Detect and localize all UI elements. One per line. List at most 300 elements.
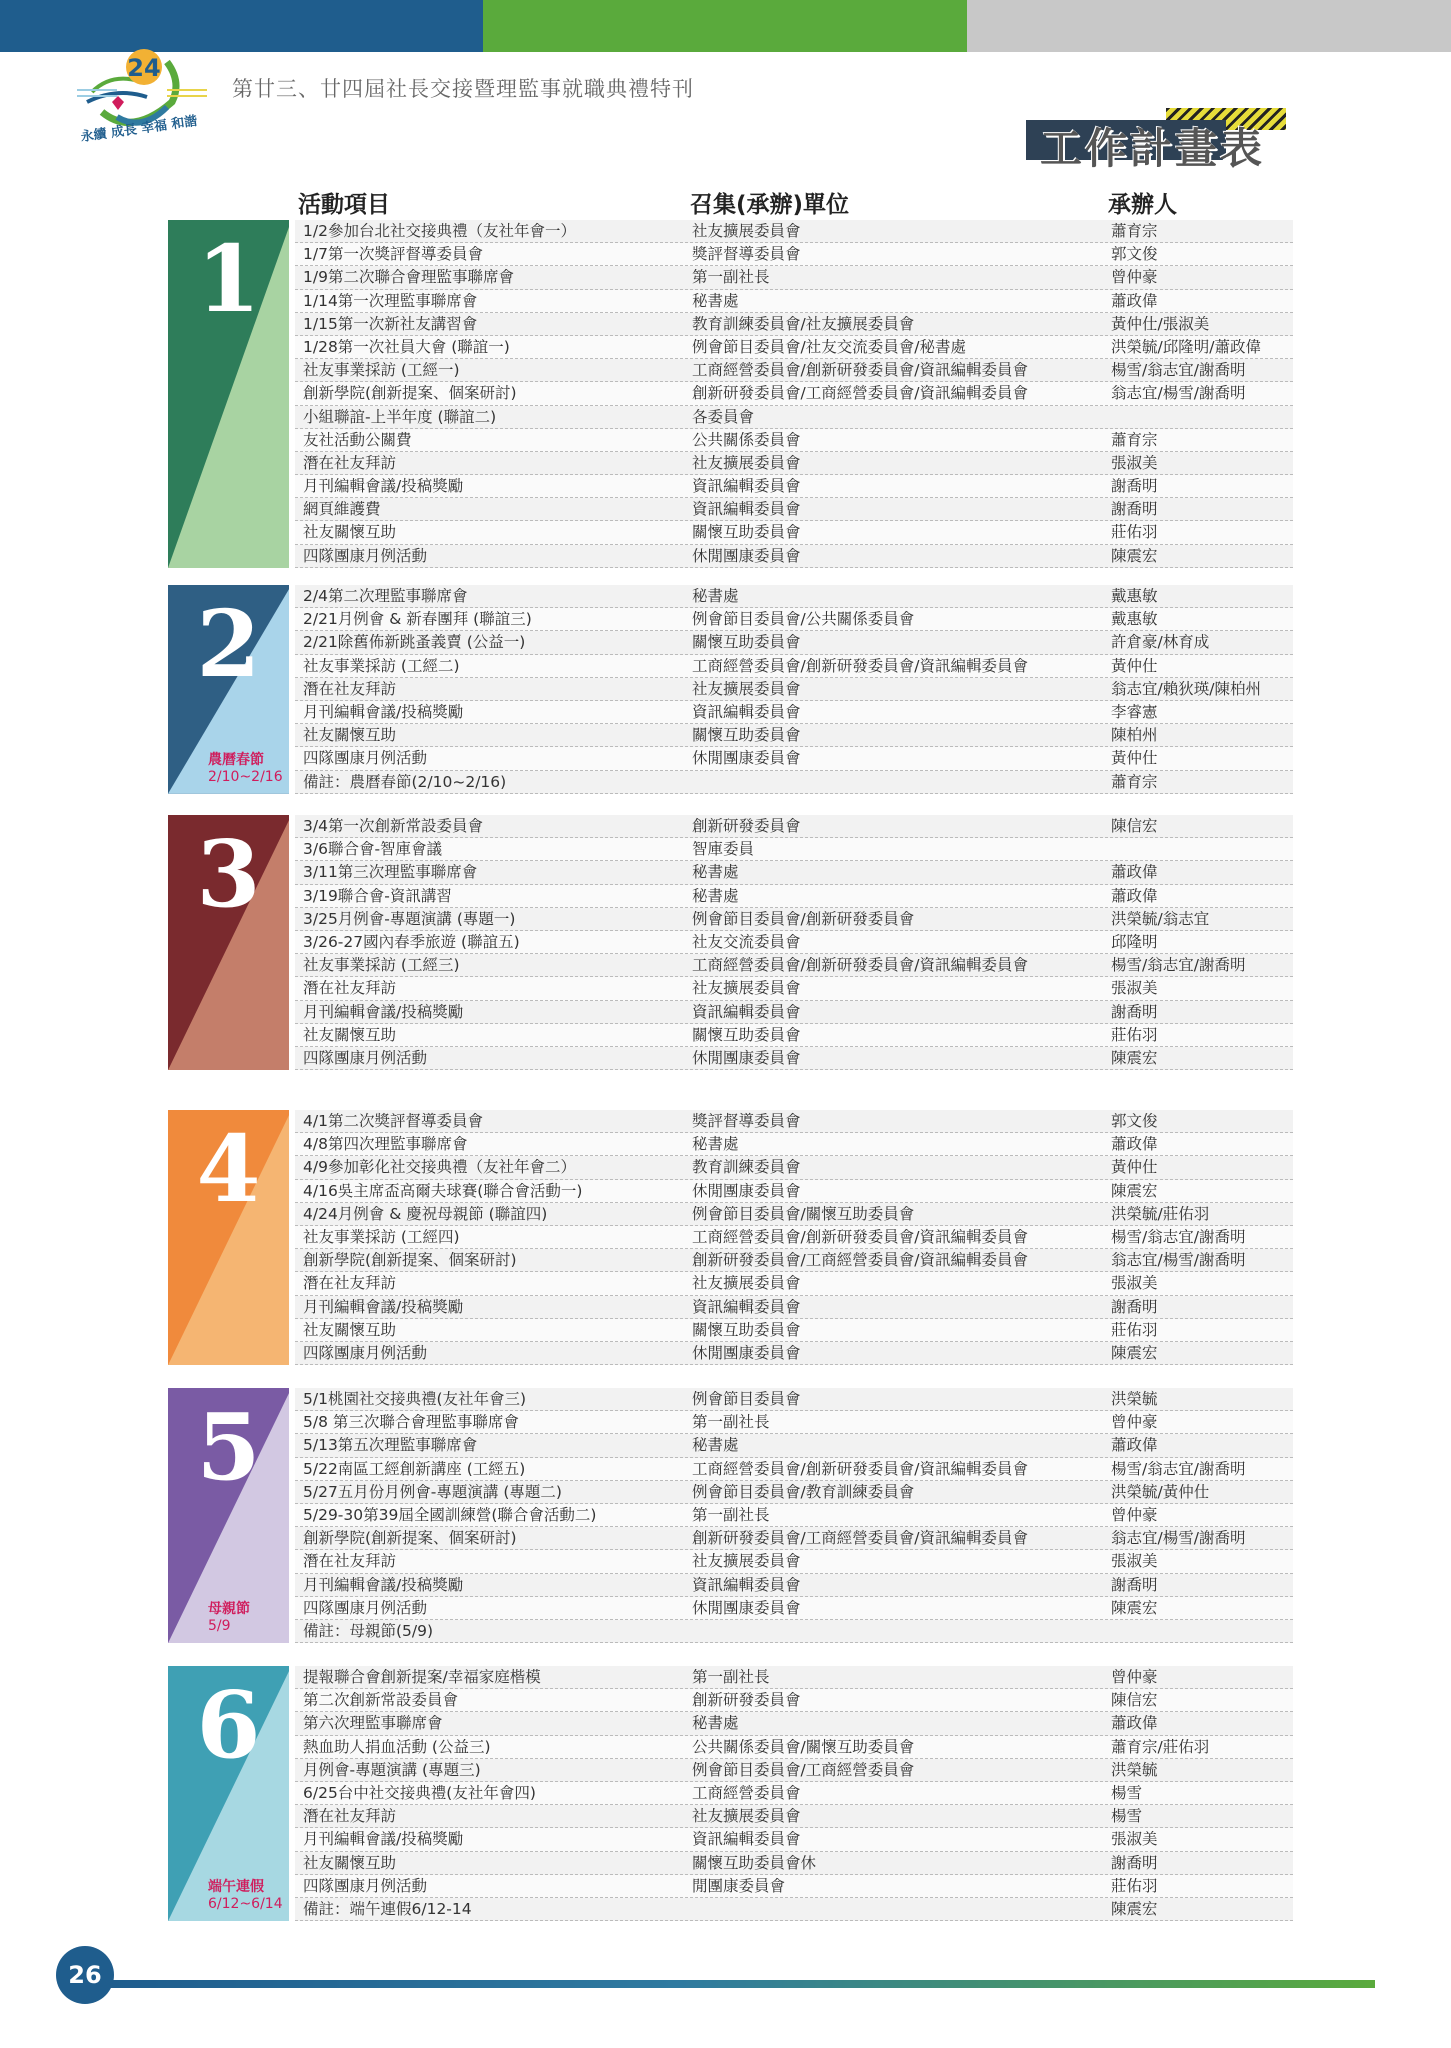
table-row: [295, 545, 1293, 568]
person-cell: 莊佑羽: [1111, 1876, 1158, 1895]
unit-cell: 資訊編輯委員會: [692, 1002, 801, 1021]
activity-cell: 潛在社友拜訪: [303, 1807, 397, 1826]
unit-cell: 資訊編輯委員會: [692, 1575, 801, 1594]
table-row: [295, 1319, 1293, 1342]
unit-cell: 第一副社長: [692, 1505, 770, 1524]
table-row: [295, 1481, 1293, 1504]
activity-cell: 1/7第一次獎評督導委員會: [303, 245, 483, 264]
holiday-date: 5/9: [208, 1618, 231, 1635]
table-row: [295, 585, 1293, 608]
month-rows: [295, 220, 1293, 568]
unit-cell: 秘書處: [692, 291, 739, 310]
unit-cell: 智庫委員: [692, 840, 755, 859]
unit-cell: 社友擴展委員會: [692, 222, 801, 240]
person-cell: 郭文俊: [1111, 1112, 1158, 1130]
table-row: [295, 1133, 1293, 1156]
unit-cell: 工商經營委員會/創新研發委員會/資訊編輯委員會: [692, 656, 1028, 675]
activity-cell: 社友關懷互助: [303, 726, 397, 745]
unit-cell: 資訊編輯委員會: [692, 1297, 801, 1316]
table-row: [295, 1272, 1293, 1295]
table-row: [295, 771, 1293, 794]
unit-cell: 工商經營委員會/創新研發委員會/資訊編輯委員會: [692, 1459, 1028, 1478]
person-cell: 翁志宜/楊雪/謝喬明: [1111, 1529, 1246, 1548]
activity-cell: 社友關懷互助: [303, 1025, 397, 1044]
unit-cell: 例會節目委員會: [692, 1390, 801, 1408]
activity-cell: 5/27五月份月例會-專題演講 (專題二): [303, 1482, 562, 1501]
person-cell: 蕭政偉: [1111, 1135, 1158, 1154]
person-cell: 洪榮毓/莊佑羽: [1111, 1204, 1210, 1223]
person-cell: 陳震宏: [1111, 1181, 1158, 1200]
activity-cell: 2/4第二次理監事聯席會: [303, 587, 468, 605]
table-row: [295, 382, 1293, 405]
unit-cell: 資訊編輯委員會: [692, 1830, 801, 1849]
table-row: [295, 243, 1293, 266]
table-row: [295, 1689, 1293, 1712]
person-cell: 張淑美: [1111, 979, 1158, 998]
person-cell: 陳信宏: [1111, 817, 1158, 835]
activity-cell: 月刊編輯會議/投稿獎勵: [303, 477, 464, 496]
activity-cell: 社友事業採訪 (工經二): [303, 656, 460, 675]
unit-cell: 休閒團康委員會: [692, 1181, 801, 1200]
unit-cell: 例會節目委員會/教育訓練委員會: [692, 1482, 915, 1501]
month-block-3: [168, 815, 1293, 1070]
table-row: [295, 838, 1293, 861]
person-cell: 莊佑羽: [1111, 1320, 1158, 1339]
month-tab: [168, 1110, 289, 1365]
person-cell: 洪榮毓: [1111, 1390, 1158, 1408]
activity-cell: 3/11第三次理監事聯席會: [303, 863, 478, 882]
holiday-date: 6/12~6/14: [208, 1896, 283, 1913]
activity-cell: 4/9參加彰化社交接典禮（友社年會二）: [303, 1158, 576, 1177]
table-header: [0, 186, 1451, 220]
holiday-name: 母親節: [208, 1601, 250, 1618]
unit-cell: 社友交流委員會: [692, 932, 801, 951]
table-row: [295, 290, 1293, 313]
unit-cell: 社友擴展委員會: [692, 679, 801, 698]
unit-cell: 獎評督導委員會: [692, 1112, 801, 1130]
table-row: [295, 1388, 1293, 1411]
header-unit: 召集(承辦)單位: [690, 192, 850, 218]
person-cell: 洪榮毓/邱隆明/蕭政偉: [1111, 337, 1261, 356]
header-activity: 活動項目: [298, 192, 390, 218]
top-bar-gray: [967, 0, 1451, 52]
person-cell: 莊佑羽: [1111, 1025, 1158, 1044]
activity-cell: 創新學院(創新提案、個案研討): [303, 1529, 517, 1548]
table-row: [295, 1226, 1293, 1249]
person-cell: 曾仲豪: [1111, 1413, 1158, 1432]
person-cell: 翁志宜/楊雪/謝喬明: [1111, 1251, 1246, 1270]
table-row: [295, 498, 1293, 521]
person-cell: 楊雪/翁志宜/謝喬明: [1111, 361, 1246, 380]
table-row: [295, 475, 1293, 498]
person-cell: 許倉豪/林育成: [1111, 633, 1210, 652]
activity-cell: 4/1第二次獎評督導委員會: [303, 1112, 483, 1130]
holiday-date: 2/10~2/16: [208, 768, 283, 785]
publication-title: 第廿三、廿四屆社長交接暨理監事就職典禮特刊: [232, 77, 694, 101]
unit-cell: 秘書處: [692, 886, 739, 905]
table-row: [295, 1828, 1293, 1851]
table-row: [295, 747, 1293, 770]
unit-cell: 秘書處: [692, 587, 739, 605]
unit-cell: 秘書處: [692, 1714, 739, 1733]
activity-cell: 四隊團康月例活動: [303, 1048, 428, 1067]
holiday-note: [208, 1879, 288, 1913]
person-cell: 謝喬明: [1111, 1297, 1158, 1316]
activity-cell: 社友關懷互助: [303, 1320, 397, 1339]
activity-cell: 四隊團康月例活動: [303, 749, 428, 768]
table-row: [295, 908, 1293, 931]
section-title-banner: [1026, 106, 1286, 173]
table-row: [295, 1620, 1293, 1643]
table-row: [295, 724, 1293, 747]
person-cell: 謝喬明: [1111, 1575, 1158, 1594]
unit-cell: 工商經營委員會/創新研發委員會/資訊編輯委員會: [692, 1227, 1028, 1246]
holiday-note: [208, 1601, 288, 1635]
person-cell: 曾仲豪: [1111, 1668, 1158, 1686]
unit-cell: 創新研發委員會: [692, 817, 801, 835]
person-cell: 謝喬明: [1111, 500, 1158, 519]
month-block-1: [168, 220, 1293, 568]
table-row: [295, 1736, 1293, 1759]
person-cell: 邱隆明: [1111, 932, 1158, 951]
month-tab: [168, 220, 289, 568]
unit-cell: 秘書處: [692, 863, 739, 882]
activity-cell: 6/25台中社交接典禮(友社年會四): [303, 1783, 536, 1802]
holiday-name: 農曆春節: [208, 751, 264, 768]
person-cell: 黃仲仕: [1111, 656, 1158, 675]
svg-text:24: 24: [127, 54, 161, 82]
table-row: [295, 266, 1293, 289]
table-row: [295, 1782, 1293, 1805]
person-cell: 戴惠敏: [1111, 610, 1158, 629]
table-row: [295, 655, 1293, 678]
person-cell: 陳震宏: [1111, 1598, 1158, 1617]
table-row: [295, 359, 1293, 382]
person-cell: 楊雪: [1111, 1783, 1143, 1802]
table-row: [295, 1156, 1293, 1179]
activity-cell: 潛在社友拜訪: [303, 979, 397, 998]
table-row: [295, 1001, 1293, 1024]
table-row: [295, 336, 1293, 359]
table-row: [295, 861, 1293, 884]
holiday-note: [208, 752, 288, 786]
table-row: [295, 1666, 1293, 1689]
table-row: [295, 1180, 1293, 1203]
activity-cell: 5/13第五次理監事聯席會: [303, 1436, 478, 1455]
activity-cell: 備註：農曆春節(2/10~2/16): [303, 772, 507, 791]
unit-cell: 關懷互助委員會: [692, 726, 801, 745]
person-cell: 莊佑羽: [1111, 523, 1158, 542]
unit-cell: 獎評督導委員會: [692, 245, 801, 264]
activity-cell: 提報聯合會創新提案/幸福家庭楷模: [303, 1668, 541, 1686]
month-tab: [168, 585, 289, 794]
unit-cell: 社友擴展委員會: [692, 453, 801, 472]
activity-cell: 3/4第一次創新常設委員會: [303, 817, 483, 835]
table-row: [295, 1434, 1293, 1457]
table-row: [295, 1550, 1293, 1573]
table-row: [295, 1805, 1293, 1828]
table-row: [295, 608, 1293, 631]
unit-cell: 例會節目委員會/公共關係委員會: [692, 610, 915, 629]
table-row: [295, 954, 1293, 977]
person-cell: 蕭政偉: [1111, 886, 1158, 905]
activity-cell: 友社活動公關費: [303, 430, 412, 449]
person-cell: 曾仲豪: [1111, 268, 1158, 287]
activity-cell: 1/14第一次理監事聯席會: [303, 291, 478, 310]
month-rows: [295, 1388, 1293, 1643]
person-cell: 張淑美: [1111, 1830, 1158, 1849]
person-cell: 洪榮毓/翁志宜: [1111, 909, 1210, 928]
top-bar-green: [483, 0, 967, 52]
person-cell: 曾仲豪: [1111, 1505, 1158, 1524]
table-row: [295, 1110, 1293, 1133]
month-rows: [295, 585, 1293, 794]
activity-cell: 四隊團康月例活動: [303, 1876, 428, 1895]
unit-cell: 公共關係委員會/關懷互助委員會: [692, 1737, 915, 1756]
unit-cell: 關懷互助委員會休: [692, 1853, 817, 1872]
table-row: [295, 406, 1293, 429]
activity-cell: 社友事業採訪 (工經一): [303, 361, 460, 380]
activity-cell: 5/22南區工經創新講座 (工經五): [303, 1459, 526, 1478]
month-number: 5: [196, 1393, 261, 1501]
activity-cell: 月刊編輯會議/投稿獎勵: [303, 1002, 464, 1021]
activity-cell: 5/29-30第39屆全國訓練營(聯合會活動二): [303, 1505, 597, 1524]
person-cell: 楊雪/翁志宜/謝喬明: [1111, 956, 1246, 975]
unit-cell: 休閒團康委員會: [692, 1343, 801, 1362]
month-block-6: [168, 1666, 1293, 1921]
activity-cell: 四隊團康月例活動: [303, 1598, 428, 1617]
person-cell: 陳震宏: [1111, 1899, 1158, 1918]
unit-cell: 創新研發委員會/工商經營委員會/資訊編輯委員會: [692, 1251, 1028, 1270]
activity-cell: 5/1桃園社交接典禮(友社年會三): [303, 1390, 527, 1408]
month-tab: [168, 1666, 289, 1921]
month-number: 3: [196, 820, 261, 928]
activity-cell: 3/26-27國內春季旅遊 (聯誼五): [303, 932, 520, 951]
activity-cell: 潛在社友拜訪: [303, 1552, 397, 1571]
activity-cell: 社友事業採訪 (工經三): [303, 956, 460, 975]
table-row: [295, 452, 1293, 475]
activity-cell: 社友事業採訪 (工經四): [303, 1227, 460, 1246]
unit-cell: 休閒團康委員會: [692, 1048, 801, 1067]
holiday-name: 端午連假: [208, 1879, 264, 1896]
month-number: 4: [196, 1115, 261, 1223]
table-row: [295, 1047, 1293, 1070]
activity-cell: 1/2參加台北社交接典禮（友社年會一）: [303, 222, 576, 240]
person-cell: 洪榮毓/黃仲仕: [1111, 1482, 1210, 1501]
table-row: [295, 1458, 1293, 1481]
table-row: [295, 977, 1293, 1000]
month-number: 6: [196, 1671, 261, 1779]
activity-cell: 2/21除舊佈新跳蚤義賣 (公益一): [303, 633, 526, 652]
header-person: 承辦人: [1108, 192, 1177, 218]
activity-cell: 網頁維護費: [303, 500, 381, 519]
unit-cell: 工商經營委員會: [692, 1783, 801, 1802]
activity-cell: 月例會-專題演講 (專題三): [303, 1760, 481, 1779]
activity-cell: 社友關懷互助: [303, 1853, 397, 1872]
activity-cell: 潛在社友拜訪: [303, 1274, 397, 1293]
month-block-5: [168, 1388, 1293, 1643]
table-row: [295, 1203, 1293, 1226]
unit-cell: 教育訓練委員會/社友擴展委員會: [692, 314, 915, 333]
person-cell: 蕭育宗/莊佑羽: [1111, 1737, 1210, 1756]
table-row: [295, 1759, 1293, 1782]
unit-cell: 工商經營委員會/創新研發委員會/資訊編輯委員會: [692, 956, 1028, 975]
person-cell: 陳震宏: [1111, 546, 1158, 565]
person-cell: 李睿憲: [1111, 702, 1158, 721]
person-cell: 黃仲仕: [1111, 749, 1158, 768]
person-cell: 蕭育宗: [1111, 222, 1158, 240]
section-title: 工作計畫表: [1040, 124, 1266, 173]
table-row: [295, 631, 1293, 654]
table-row: [295, 931, 1293, 954]
table-row: [295, 885, 1293, 908]
activity-cell: 潛在社友拜訪: [303, 453, 397, 472]
person-cell: 黃仲仕: [1111, 1158, 1158, 1177]
activity-cell: 4/24月例會 & 慶祝母親節 (聯誼四): [303, 1204, 548, 1223]
table-row: [295, 1852, 1293, 1875]
unit-cell: 教育訓練委員會: [692, 1158, 801, 1177]
unit-cell: 秘書處: [692, 1436, 739, 1455]
unit-cell: 例會節目委員會/社友交流委員會/秘書處: [692, 337, 966, 356]
activity-cell: 2/21月例會 & 新春團拜 (聯誼三): [303, 610, 532, 629]
unit-cell: 休閒團康委員會: [692, 749, 801, 768]
activity-cell: 第二次創新常設委員會: [303, 1691, 459, 1710]
unit-cell: 閒團康委員會: [692, 1876, 786, 1895]
month-rows: [295, 1110, 1293, 1365]
logo-slogan: 永續 成長 幸福 和諧: [79, 113, 199, 146]
person-cell: 陳信宏: [1111, 1691, 1158, 1710]
activity-cell: 1/28第一次社員大會 (聯誼一): [303, 337, 510, 356]
activity-cell: 備註：母親節(5/9): [303, 1621, 434, 1640]
person-cell: 翁志宜/楊雪/謝喬明: [1111, 384, 1246, 403]
activity-cell: 熱血助人捐血活動 (公益三): [303, 1737, 491, 1756]
person-cell: 蕭政偉: [1111, 291, 1158, 310]
unit-cell: 資訊編輯委員會: [692, 477, 801, 496]
table-row: [295, 1024, 1293, 1047]
person-cell: 楊雪/翁志宜/謝喬明: [1111, 1227, 1246, 1246]
month-block-4: [168, 1110, 1293, 1365]
table-row: [295, 429, 1293, 452]
unit-cell: 例會節目委員會/創新研發委員會: [692, 909, 915, 928]
activity-cell: 月刊編輯會議/投稿獎勵: [303, 702, 464, 721]
activity-cell: 備註：端午連假6/12-14: [303, 1899, 472, 1918]
person-cell: 蕭政偉: [1111, 863, 1158, 882]
unit-cell: 資訊編輯委員會: [692, 500, 801, 519]
unit-cell: 休閒團康委員會: [692, 546, 801, 565]
activity-cell: 第六次理監事聯席會: [303, 1714, 443, 1733]
table-row: [295, 1504, 1293, 1527]
activity-cell: 月刊編輯會議/投稿獎勵: [303, 1575, 464, 1594]
unit-cell: 關懷互助委員會: [692, 523, 801, 542]
month-number: 1: [196, 225, 261, 333]
person-cell: 蕭育宗: [1111, 430, 1158, 449]
activity-cell: 1/15第一次新社友講習會: [303, 314, 478, 333]
table-row: [295, 1249, 1293, 1272]
month-number: 2: [196, 590, 261, 698]
table-row: [295, 1296, 1293, 1319]
activity-cell: 四隊團康月例活動: [303, 546, 428, 565]
footer-line: [110, 1980, 1375, 1988]
activity-cell: 社友關懷互助: [303, 523, 397, 542]
table-row: [295, 1342, 1293, 1365]
unit-cell: 例會節目委員會/工商經營委員會: [692, 1760, 915, 1779]
unit-cell: 社友擴展委員會: [692, 1274, 801, 1293]
table-row: [295, 1527, 1293, 1550]
unit-cell: 休閒團康委員會: [692, 1598, 801, 1617]
person-cell: 謝喬明: [1111, 477, 1158, 496]
person-cell: 張淑美: [1111, 1552, 1158, 1571]
person-cell: 謝喬明: [1111, 1002, 1158, 1021]
unit-cell: 關懷互助委員會: [692, 633, 801, 652]
unit-cell: 例會節目委員會/關懷互助委員會: [692, 1204, 915, 1223]
table-row: [295, 1898, 1293, 1921]
unit-cell: 第一副社長: [692, 268, 770, 287]
person-cell: 郭文俊: [1111, 245, 1158, 264]
table-row: [295, 313, 1293, 336]
person-cell: 陳震宏: [1111, 1343, 1158, 1362]
unit-cell: 社友擴展委員會: [692, 979, 801, 998]
table-row: [295, 1712, 1293, 1735]
person-cell: 楊雪: [1111, 1807, 1143, 1826]
person-cell: 蕭育宗: [1111, 772, 1158, 791]
activity-cell: 創新學院(創新提案、個案研討): [303, 384, 517, 403]
unit-cell: 關懷互助委員會: [692, 1320, 801, 1339]
activity-cell: 四隊團康月例活動: [303, 1343, 428, 1362]
unit-cell: 第一副社長: [692, 1668, 770, 1686]
unit-cell: 公共關係委員會: [692, 430, 801, 449]
unit-cell: 關懷互助委員會: [692, 1025, 801, 1044]
activity-cell: 1/9第二次聯合會理監事聯席會: [303, 268, 514, 287]
unit-cell: 工商經營委員會/創新研發委員會/資訊編輯委員會: [692, 361, 1028, 380]
person-cell: 張淑美: [1111, 453, 1158, 472]
activity-cell: 月刊編輯會議/投稿獎勵: [303, 1830, 464, 1849]
person-cell: 戴惠敏: [1111, 587, 1158, 605]
unit-cell: 社友擴展委員會: [692, 1552, 801, 1571]
person-cell: 翁志宜/賴狄瑛/陳柏州: [1111, 679, 1261, 698]
activity-cell: 3/19聯合會-資訊講習: [303, 886, 452, 905]
month-tab: [168, 1388, 289, 1643]
unit-cell: 秘書處: [692, 1135, 739, 1154]
table-row: [295, 1574, 1293, 1597]
person-cell: 陳柏州: [1111, 726, 1158, 745]
person-cell: 洪榮毓: [1111, 1760, 1158, 1779]
activity-cell: 3/25月例會-專題演講 (專題一): [303, 909, 516, 928]
person-cell: 謝喬明: [1111, 1853, 1158, 1872]
person-cell: 黃仲仕/張淑美: [1111, 314, 1210, 333]
activity-cell: 5/8 第三次聯合會理監事聯席會: [303, 1413, 519, 1432]
activity-cell: 月刊編輯會議/投稿獎勵: [303, 1297, 464, 1316]
table-row: [295, 1411, 1293, 1434]
unit-cell: 社友擴展委員會: [692, 1807, 801, 1826]
activity-cell: 小組聯誼-上半年度 (聯誼二): [303, 407, 497, 426]
person-cell: 蕭政偉: [1111, 1436, 1158, 1455]
month-rows: [295, 815, 1293, 1070]
person-cell: 楊雪/翁志宜/謝喬明: [1111, 1459, 1246, 1478]
table-row: [295, 220, 1293, 243]
unit-cell: 創新研發委員會/工商經營委員會/資訊編輯委員會: [692, 384, 1028, 403]
month-tab: [168, 815, 289, 1070]
table-row: [295, 1597, 1293, 1620]
person-cell: 蕭政偉: [1111, 1714, 1158, 1733]
activity-cell: 創新學院(創新提案、個案研討): [303, 1251, 517, 1270]
table-row: [295, 815, 1293, 838]
person-cell: 張淑美: [1111, 1274, 1158, 1293]
page-number: 26: [56, 1946, 114, 2004]
unit-cell: 創新研發委員會/工商經營委員會/資訊編輯委員會: [692, 1529, 1028, 1548]
person-cell: 陳震宏: [1111, 1048, 1158, 1067]
month-block-2: [168, 585, 1293, 794]
top-color-bar: [0, 0, 1451, 52]
